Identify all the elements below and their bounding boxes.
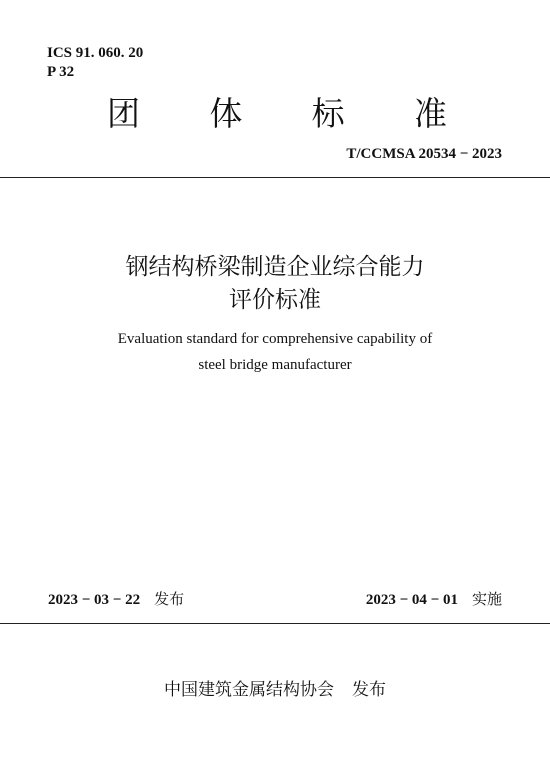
title-chinese-line-2: 评价标准 (229, 287, 321, 313)
issue-label: 发布 (352, 680, 386, 700)
standard-type-char: 团 (107, 94, 140, 133)
standard-type-char: 体 (209, 94, 243, 133)
standard-type-char: 标 (311, 94, 345, 133)
top-divider (0, 177, 550, 178)
standard-type-heading (107, 94, 447, 134)
classification-code: P 32 (47, 64, 75, 80)
publish-label: 发布 (154, 590, 185, 608)
ics-code: ICS 91. 060. 20 (47, 45, 144, 61)
issuer-block (0, 679, 550, 701)
bottom-divider (0, 623, 550, 624)
standard-number: T/CCMSA 20534 − 2023 (346, 146, 502, 162)
implement-date: 2023 − 04 − 01 (365, 592, 458, 608)
title-chinese-line-1: 钢结构桥梁制造企业综合能力 (125, 254, 425, 280)
issuer-name: 中国建筑金属结构协会 (164, 680, 334, 700)
title-english-line-2: steel bridge manufacturer (198, 357, 352, 373)
implement-label: 实施 (471, 590, 502, 608)
title-english-line-1: Evaluation standard for comprehensive capability of (117, 331, 433, 347)
standard-type-char: 准 (413, 94, 447, 133)
publish-date: 2023 − 03 − 22 (48, 592, 141, 608)
publish-date-block (48, 589, 184, 610)
implement-date-block (366, 589, 502, 610)
